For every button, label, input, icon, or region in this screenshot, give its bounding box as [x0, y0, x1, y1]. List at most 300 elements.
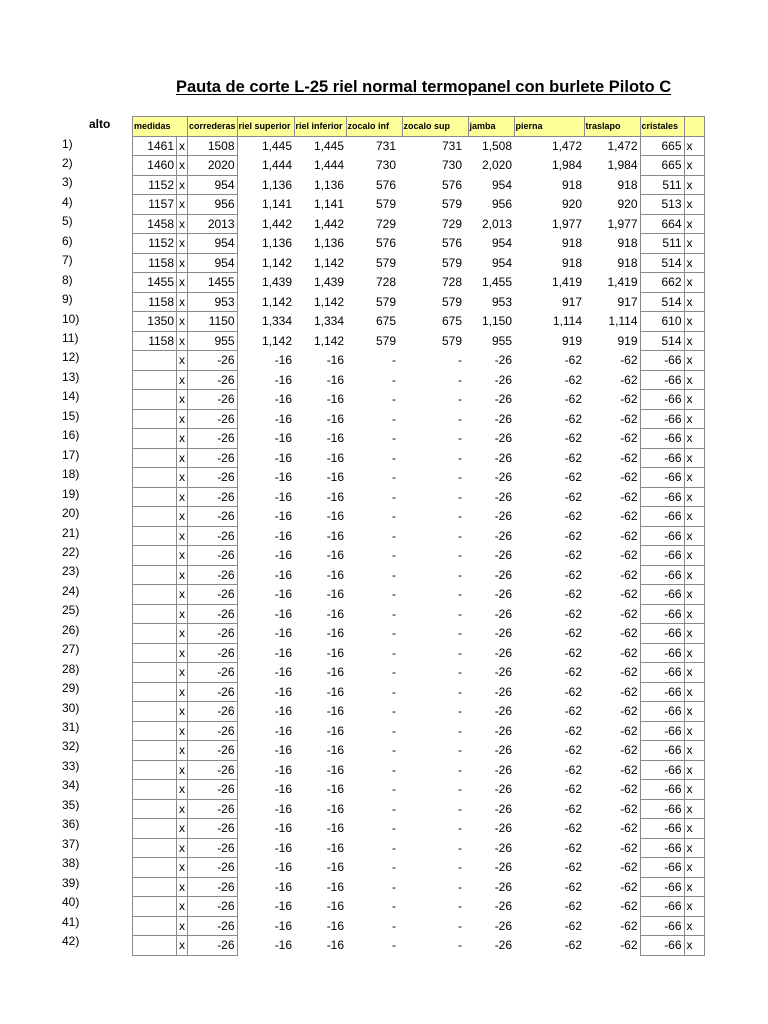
- row-number: 39): [62, 875, 80, 890]
- pierna-cell: 919: [562, 333, 583, 348]
- pierna-cell: -62: [564, 821, 583, 835]
- zocalo-inf-cell: -: [392, 392, 397, 406]
- riel-superior-cell: -16: [274, 567, 293, 582]
- x-cell: x: [177, 663, 188, 683]
- table-row: [133, 351, 705, 371]
- zocalo-inf-cell: -: [392, 723, 397, 738]
- traslapo-cell: -62: [620, 821, 638, 835]
- pierna-cell: -62: [564, 372, 583, 387]
- zocalo-inf-cell: 579: [376, 333, 397, 348]
- row-number: 12): [62, 350, 80, 365]
- riel-inferior-cell: 1,141: [314, 197, 345, 211]
- medidas-cell: [133, 604, 177, 624]
- row-number: 24): [62, 583, 80, 598]
- header-riel-superior: riel superior: [237, 117, 294, 137]
- correderas-cell: -26: [188, 546, 238, 566]
- riel-inferior-cell: -16: [326, 938, 345, 952]
- zocalo-sup-cell: -: [458, 762, 463, 777]
- cristales-cell: 514: [640, 253, 684, 273]
- row-number: 18): [62, 467, 80, 482]
- riel-inferior-cell: -16: [326, 840, 345, 855]
- jamba-cell: 1,508: [482, 138, 513, 153]
- medidas-cell: 1152: [133, 234, 177, 254]
- jamba-cell: 956: [492, 197, 513, 211]
- medidas-cell: 1461: [133, 136, 177, 156]
- table-row: [133, 760, 705, 780]
- table-body: [133, 117, 705, 956]
- medidas-cell: 1458: [133, 214, 177, 234]
- table-row: [133, 780, 705, 800]
- table-row: [133, 916, 705, 936]
- row-number: 23): [62, 564, 80, 579]
- zocalo-inf-cell: -: [392, 762, 397, 777]
- medidas-cell: [133, 565, 177, 585]
- x-cell: x: [177, 195, 188, 215]
- zocalo-sup-cell: 730: [442, 158, 463, 172]
- zocalo-sup-cell: -: [458, 587, 463, 601]
- cristales-cell: -66: [640, 916, 684, 936]
- row-number: 17): [62, 447, 80, 462]
- zocalo-inf-cell: -: [392, 431, 397, 445]
- riel-superior-cell: -16: [274, 938, 293, 952]
- pierna-cell: -62: [564, 645, 583, 660]
- riel-superior-cell: -16: [274, 450, 293, 465]
- x-mark-cell: x: [684, 702, 704, 722]
- table-row: [133, 897, 705, 917]
- zocalo-inf-cell: 579: [376, 255, 397, 270]
- title-container: [176, 76, 698, 100]
- riel-superior-cell: -16: [274, 548, 293, 562]
- medidas-cell: [133, 916, 177, 936]
- jamba-cell: -26: [494, 743, 513, 757]
- zocalo-inf-cell: -: [392, 353, 397, 367]
- x-cell: x: [177, 877, 188, 897]
- table-row: [133, 273, 705, 293]
- x-cell: x: [177, 838, 188, 858]
- x-mark-cell: x: [684, 390, 704, 410]
- x-cell: x: [177, 292, 188, 312]
- pierna-cell: -62: [564, 450, 583, 465]
- x-cell: x: [177, 409, 188, 429]
- riel-inferior-cell: -16: [326, 704, 345, 718]
- table-row: [133, 409, 705, 429]
- correderas-cell: 1150: [188, 312, 238, 332]
- jamba-cell: -26: [494, 801, 513, 816]
- correderas-cell: -26: [188, 838, 238, 858]
- table-row: [133, 721, 705, 741]
- correderas-cell: -26: [188, 624, 238, 644]
- x-cell: x: [177, 741, 188, 761]
- correderas-cell: -26: [188, 702, 238, 722]
- row-number: 4): [62, 194, 73, 209]
- zocalo-sup-cell: -: [458, 782, 463, 796]
- cristales-cell: -66: [640, 585, 684, 605]
- pierna-cell: -62: [564, 938, 583, 952]
- x-cell: x: [177, 897, 188, 917]
- x-cell: x: [177, 331, 188, 351]
- table-row: [133, 370, 705, 390]
- zocalo-inf-cell: -: [392, 684, 397, 699]
- table-row: [133, 468, 705, 488]
- row-number: 1): [62, 136, 73, 151]
- x-cell: x: [177, 234, 188, 254]
- medidas-cell: [133, 819, 177, 839]
- correderas-cell: -26: [188, 663, 238, 683]
- x-cell: x: [177, 487, 188, 507]
- row-number: 7): [62, 253, 73, 268]
- x-mark-cell: x: [684, 507, 704, 527]
- riel-inferior-cell: -16: [326, 723, 345, 738]
- x-cell: x: [177, 643, 188, 663]
- cristales-cell: -66: [640, 780, 684, 800]
- pierna-cell: -62: [564, 762, 583, 777]
- header-blank: [684, 117, 704, 137]
- correderas-cell: -26: [188, 916, 238, 936]
- row-number: 26): [62, 622, 80, 637]
- jamba-cell: -26: [494, 645, 513, 660]
- traslapo-cell: -62: [620, 372, 638, 387]
- row-number: 32): [62, 739, 80, 754]
- medidas-cell: 1152: [133, 175, 177, 195]
- medidas-cell: [133, 585, 177, 605]
- riel-superior-cell: 1,141: [262, 197, 293, 211]
- zocalo-sup-cell: 731: [442, 138, 463, 153]
- zocalo-sup-cell: -: [458, 450, 463, 465]
- cristales-cell: -66: [640, 858, 684, 878]
- riel-superior-cell: 1,142: [262, 294, 293, 309]
- riel-superior-cell: -16: [274, 489, 293, 504]
- pierna-cell: -62: [564, 509, 583, 523]
- cristales-cell: -66: [640, 526, 684, 546]
- jamba-cell: 2,013: [482, 216, 513, 231]
- cristales-cell: -66: [640, 663, 684, 683]
- jamba-cell: -26: [494, 860, 513, 874]
- correderas-cell: 954: [188, 234, 238, 254]
- correderas-cell: -26: [188, 370, 238, 390]
- correderas-cell: -26: [188, 351, 238, 371]
- jamba-cell: 1,150: [482, 314, 513, 328]
- zocalo-inf-cell: 730: [376, 158, 397, 172]
- riel-inferior-cell: -16: [326, 509, 345, 523]
- table-row: [133, 487, 705, 507]
- table-row: [133, 136, 705, 156]
- medidas-cell: [133, 877, 177, 897]
- traslapo-cell: -62: [620, 840, 638, 855]
- pierna-cell: -62: [564, 489, 583, 504]
- jamba-cell: -26: [494, 821, 513, 835]
- x-mark-cell: x: [684, 877, 704, 897]
- zocalo-inf-cell: 576: [376, 177, 397, 192]
- cristales-cell: -66: [640, 760, 684, 780]
- x-cell: x: [177, 565, 188, 585]
- pierna-cell: 1,984: [552, 158, 583, 172]
- row-number: 33): [62, 758, 80, 773]
- traslapo-cell: -62: [620, 801, 638, 816]
- cristales-cell: -66: [640, 487, 684, 507]
- riel-inferior-cell: -16: [326, 626, 345, 640]
- riel-inferior-cell: -16: [326, 431, 345, 445]
- x-mark-cell: x: [684, 565, 704, 585]
- x-mark-cell: x: [684, 624, 704, 644]
- row-number: 29): [62, 681, 80, 696]
- traslapo-cell: 1,472: [607, 138, 638, 153]
- traslapo-cell: 918: [617, 236, 638, 250]
- x-cell: x: [177, 760, 188, 780]
- row-number: 3): [62, 175, 73, 190]
- cristales-cell: 511: [640, 234, 684, 254]
- x-mark-cell: x: [684, 234, 704, 254]
- x-mark-cell: x: [684, 175, 704, 195]
- x-cell: x: [177, 936, 188, 956]
- traslapo-cell: -62: [620, 938, 638, 952]
- table-row: [133, 877, 705, 897]
- pierna-cell: -62: [564, 840, 583, 855]
- jamba-cell: 954: [492, 177, 513, 192]
- header-row: [133, 117, 705, 137]
- zocalo-sup-cell: -: [458, 840, 463, 855]
- correderas-cell: 953: [188, 292, 238, 312]
- riel-inferior-cell: -16: [326, 782, 345, 796]
- riel-superior-cell: -16: [274, 353, 293, 367]
- zocalo-sup-cell: -: [458, 645, 463, 660]
- x-mark-cell: x: [684, 487, 704, 507]
- pierna-cell: -62: [564, 782, 583, 796]
- riel-superior-cell: 1,142: [262, 333, 293, 348]
- table-row: [133, 175, 705, 195]
- correderas-cell: -26: [188, 877, 238, 897]
- pierna-cell: -62: [564, 626, 583, 640]
- zocalo-inf-cell: 579: [376, 294, 397, 309]
- traslapo-cell: -62: [620, 899, 638, 913]
- x-mark-cell: x: [684, 370, 704, 390]
- pierna-cell: 1,419: [552, 275, 583, 289]
- medidas-cell: [133, 858, 177, 878]
- row-number: 31): [62, 720, 80, 734]
- riel-superior-cell: 1,136: [262, 236, 293, 250]
- x-mark-cell: x: [684, 721, 704, 741]
- riel-inferior-cell: -16: [326, 918, 345, 933]
- medidas-cell: [133, 546, 177, 566]
- correderas-cell: -26: [188, 741, 238, 761]
- pierna-cell: -62: [564, 743, 583, 757]
- page-title: Pauta de corte L-25 riel normal termopanel con burlete Piloto C: [176, 78, 672, 96]
- medidas-cell: [133, 468, 177, 488]
- x-mark-cell: x: [684, 819, 704, 839]
- table-row: [133, 643, 705, 663]
- zocalo-sup-cell: -: [458, 899, 463, 913]
- medidas-cell: [133, 936, 177, 956]
- table-row: [133, 799, 705, 819]
- x-cell: x: [177, 702, 188, 722]
- zocalo-sup-cell: 579: [442, 197, 463, 211]
- jamba-cell: -26: [494, 782, 513, 796]
- x-mark-cell: x: [684, 273, 704, 293]
- riel-superior-cell: -16: [274, 723, 293, 738]
- zocalo-inf-cell: -: [392, 743, 397, 757]
- table-row: [133, 741, 705, 761]
- riel-superior-cell: 1,444: [262, 158, 293, 172]
- x-mark-cell: x: [684, 663, 704, 683]
- row-number: 34): [62, 778, 80, 793]
- x-cell: x: [177, 156, 188, 176]
- correderas-cell: 955: [188, 331, 238, 351]
- medidas-cell: [133, 838, 177, 858]
- riel-inferior-cell: -16: [326, 392, 345, 406]
- x-cell: x: [177, 799, 188, 819]
- table-row: [133, 312, 705, 332]
- x-mark-cell: x: [684, 760, 704, 780]
- x-cell: x: [177, 721, 188, 741]
- x-mark-cell: x: [684, 409, 704, 429]
- zocalo-inf-cell: -: [392, 665, 397, 679]
- zocalo-sup-cell: -: [458, 606, 463, 621]
- traslapo-cell: -62: [620, 684, 638, 699]
- zocalo-inf-cell: -: [392, 411, 397, 426]
- zocalo-sup-cell: -: [458, 801, 463, 816]
- row-number: 40): [62, 895, 80, 910]
- correderas-cell: -26: [188, 721, 238, 741]
- riel-inferior-cell: -16: [326, 587, 345, 601]
- traslapo-cell: -62: [620, 860, 638, 874]
- pierna-cell: 1,114: [552, 314, 583, 328]
- correderas-cell: -26: [188, 799, 238, 819]
- correderas-cell: -26: [188, 448, 238, 468]
- x-mark-cell: x: [684, 526, 704, 546]
- pierna-cell: 918: [562, 236, 583, 250]
- riel-superior-cell: -16: [274, 470, 293, 484]
- cristales-cell: -66: [640, 643, 684, 663]
- correderas-cell: -26: [188, 643, 238, 663]
- riel-inferior-cell: 1,136: [314, 177, 345, 192]
- zocalo-sup-cell: -: [458, 470, 463, 484]
- jamba-cell: -26: [494, 489, 513, 504]
- header-zocalo-inf: zocalo inf: [346, 117, 402, 137]
- x-mark-cell: x: [684, 799, 704, 819]
- riel-inferior-cell: 1,439: [314, 275, 345, 289]
- zocalo-sup-cell: -: [458, 528, 463, 543]
- cristales-cell: 514: [640, 292, 684, 312]
- x-mark-cell: x: [684, 585, 704, 605]
- riel-inferior-cell: 1,334: [314, 314, 345, 328]
- jamba-cell: -26: [494, 899, 513, 913]
- medidas-cell: [133, 643, 177, 663]
- zocalo-inf-cell: -: [392, 509, 397, 523]
- cristales-cell: -66: [640, 448, 684, 468]
- cristales-cell: -66: [640, 409, 684, 429]
- riel-superior-cell: -16: [274, 372, 293, 387]
- correderas-cell: -26: [188, 604, 238, 624]
- pierna-cell: -62: [564, 606, 583, 621]
- jamba-cell: 955: [492, 333, 513, 348]
- table-row: [133, 526, 705, 546]
- jamba-cell: 954: [492, 236, 513, 250]
- pierna-cell: 918: [562, 255, 583, 270]
- zocalo-inf-cell: -: [392, 606, 397, 621]
- jamba-cell: -26: [494, 587, 513, 601]
- pierna-cell: -62: [564, 548, 583, 562]
- jamba-cell: -26: [494, 353, 513, 367]
- zocalo-inf-cell: -: [392, 528, 397, 543]
- zocalo-inf-cell: 576: [376, 236, 397, 250]
- cristales-cell: -66: [640, 507, 684, 527]
- x-mark-cell: x: [684, 897, 704, 917]
- jamba-cell: -26: [494, 470, 513, 484]
- jamba-cell: -26: [494, 684, 513, 699]
- pierna-cell: -62: [564, 392, 583, 406]
- x-cell: x: [177, 858, 188, 878]
- traslapo-cell: -62: [620, 450, 638, 465]
- traslapo-cell: -62: [620, 723, 638, 738]
- riel-superior-cell: -16: [274, 684, 293, 699]
- riel-inferior-cell: -16: [326, 470, 345, 484]
- x-mark-cell: x: [684, 195, 704, 215]
- x-cell: x: [177, 604, 188, 624]
- row-number: 37): [62, 836, 80, 851]
- zocalo-sup-cell: 675: [442, 314, 463, 328]
- table-row: [133, 624, 705, 644]
- x-mark-cell: x: [684, 468, 704, 488]
- pierna-cell: 1,977: [552, 216, 583, 231]
- table-row: [133, 331, 705, 351]
- riel-inferior-cell: 1,142: [314, 333, 345, 348]
- cristales-cell: -66: [640, 429, 684, 449]
- correderas-cell: 2013: [188, 214, 238, 234]
- riel-inferior-cell: -16: [326, 528, 345, 543]
- pierna-cell: -62: [564, 665, 583, 679]
- cristales-cell: 511: [640, 175, 684, 195]
- x-cell: x: [177, 370, 188, 390]
- riel-inferior-cell: -16: [326, 821, 345, 835]
- x-cell: x: [177, 448, 188, 468]
- zocalo-sup-cell: -: [458, 372, 463, 387]
- riel-superior-cell: -16: [274, 626, 293, 640]
- riel-inferior-cell: 1,445: [314, 138, 345, 153]
- riel-inferior-cell: -16: [326, 879, 345, 894]
- traslapo-cell: -62: [620, 548, 638, 562]
- row-number: 42): [62, 933, 80, 948]
- x-cell: x: [177, 819, 188, 839]
- jamba-cell: -26: [494, 762, 513, 777]
- correderas-cell: -26: [188, 858, 238, 878]
- table-row: [133, 195, 705, 215]
- zocalo-inf-cell: 728: [376, 275, 397, 289]
- zocalo-sup-cell: -: [458, 821, 463, 835]
- x-mark-cell: x: [684, 780, 704, 800]
- traslapo-cell: 1,419: [607, 275, 638, 289]
- x-mark-cell: x: [684, 604, 704, 624]
- correderas-cell: -26: [188, 507, 238, 527]
- riel-inferior-cell: -16: [326, 567, 345, 582]
- pierna-cell: -62: [564, 567, 583, 582]
- traslapo-cell: -62: [620, 782, 638, 796]
- zocalo-inf-cell: -: [392, 645, 397, 660]
- jamba-cell: -26: [494, 411, 513, 426]
- traslapo-cell: -62: [620, 528, 638, 543]
- x-cell: x: [177, 624, 188, 644]
- zocalo-sup-cell: -: [458, 879, 463, 894]
- pierna-cell: -62: [564, 704, 583, 718]
- medidas-cell: [133, 799, 177, 819]
- zocalo-sup-cell: -: [458, 743, 463, 757]
- zocalo-inf-cell: -: [392, 489, 397, 504]
- cristales-cell: -66: [640, 936, 684, 956]
- zocalo-inf-cell: -: [392, 548, 397, 562]
- cristales-cell: -66: [640, 546, 684, 566]
- zocalo-sup-cell: -: [458, 665, 463, 679]
- header-correderas: correderas: [188, 117, 238, 137]
- riel-superior-cell: 1,442: [262, 216, 293, 231]
- traslapo-cell: -62: [620, 879, 638, 894]
